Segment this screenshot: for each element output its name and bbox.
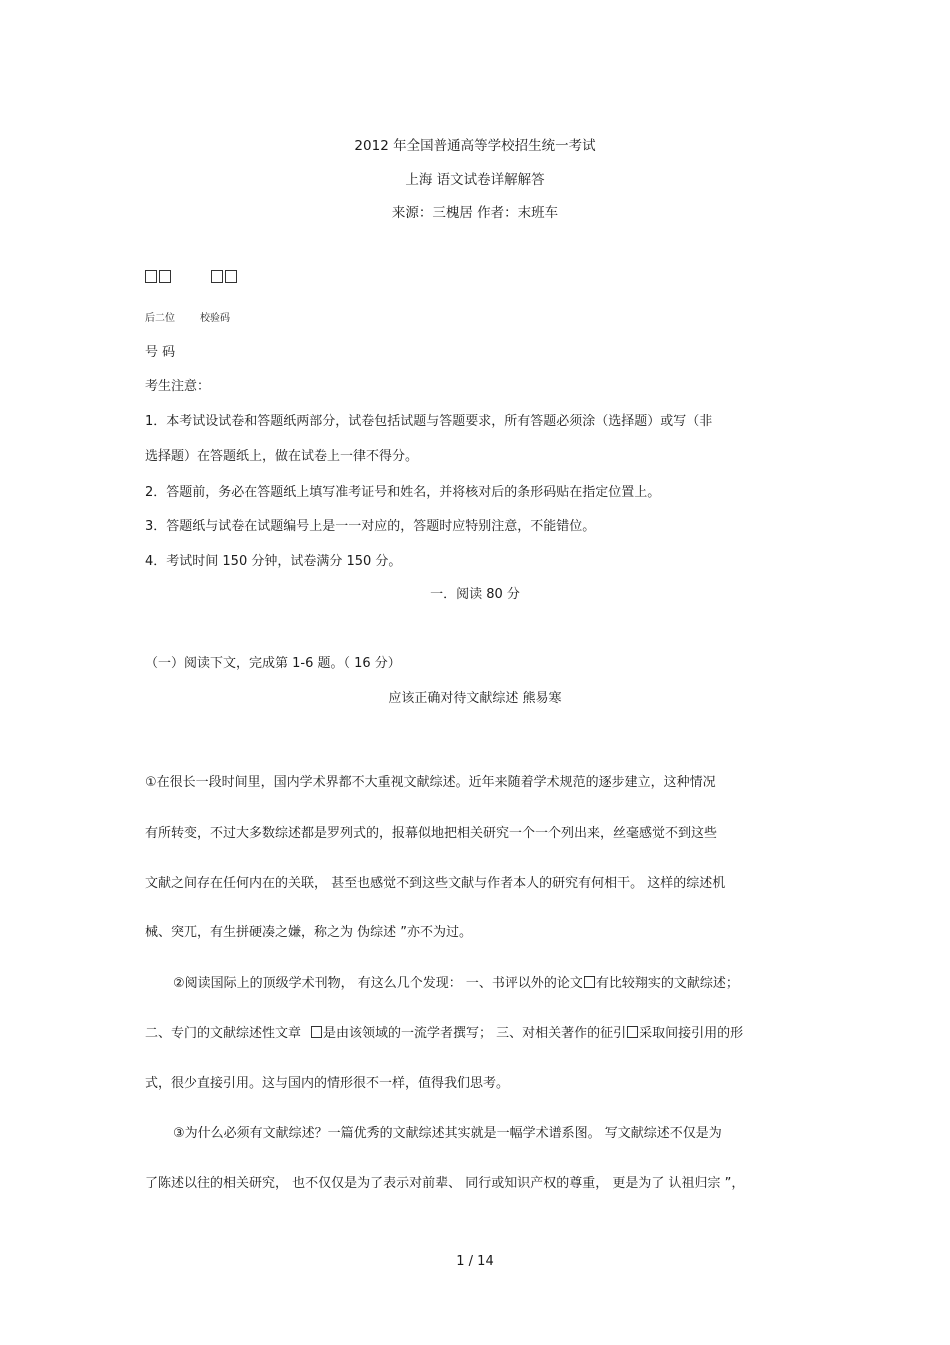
digit-box[interactable] bbox=[159, 270, 171, 283]
article-title: 应该正确对待文献综述 熊易寒 bbox=[388, 691, 562, 706]
notice-item-1-line-2: 选择题）在答题纸上，做在试卷上一律不得分。 bbox=[145, 449, 419, 464]
label-check-code: 校验码 bbox=[200, 313, 230, 324]
digit-box[interactable] bbox=[225, 270, 237, 283]
missing-glyph-box bbox=[584, 976, 595, 988]
notice-item-4: 4．考试时间 150 分钟，试卷满分 150 分。 bbox=[145, 554, 402, 569]
paragraph-1-line-3: 文献之间存在任何内在的关联， 甚至也感觉不到这些文献与作者本人的研究有何相干。 这样的综述机 bbox=[145, 876, 726, 891]
paragraph-1-line-2: 有所转变，不过大多数综述都是罗列式的，报幕似地把相关研究一个一个列出来，丝毫感觉不到这些 bbox=[145, 826, 718, 841]
paragraph-2-line-2-part-a: 二、专门的文献综述性文章 bbox=[145, 1026, 302, 1041]
reading-sub-heading: （一）阅读下文，完成第 1-6 题。（ 16 分） bbox=[145, 656, 401, 671]
paragraph-1-line-1: ①在很长一段时间里，国内学术界都不大重视文献综述。近年来随着学术规范的逐步建立，这种情况 bbox=[145, 775, 716, 790]
page-number: 1 / 14 bbox=[456, 1254, 494, 1269]
paragraph-3-line-2: 了陈述以往的相关研究， 也不仅仅是为了表示对前辈、 同行或知识产权的尊重， 更是为了 认祖归宗 ”， bbox=[145, 1176, 745, 1191]
last-two-digit-boxes[interactable] bbox=[145, 270, 173, 286]
exam-subtitle: 上海 语文试卷详解解答 bbox=[405, 172, 545, 188]
paragraph-2-line-2-part-b: 是由该领域的一流学者撰写； 三、对相关著作的征引 bbox=[323, 1026, 627, 1041]
notice-item-1-line-1: 1．本考试设试卷和答题纸两部分，试卷包括试题与答题要求，所有答题必须涂（选择题）或写（非 bbox=[145, 414, 713, 429]
notice-heading: 考生注意： bbox=[145, 379, 211, 394]
paragraph-3-line-1: ③为什么必须有文献综述？一篇优秀的文献综述其实就是一幅学术谱系图。 写文献综述不仅是为 bbox=[173, 1126, 722, 1141]
paragraph-1-line-4: 械、突兀，有生拼硬凑之嫌，称之为 伪综述 ”亦不为过。 bbox=[145, 925, 472, 940]
section-heading: 一．阅读 80 分 bbox=[430, 587, 520, 602]
check-code-boxes[interactable] bbox=[211, 270, 239, 286]
paragraph-2-line-1-part-a: ②阅读国际上的顶级学术刊物， 有这么几个发现： 一、书评以外的论文 bbox=[173, 976, 583, 991]
exam-title: 2012 年全国普通高等学校招生统一考试 bbox=[354, 138, 596, 154]
digit-box[interactable] bbox=[145, 270, 157, 283]
paragraph-2-line-2-part-c: 采取间接引用的形 bbox=[639, 1026, 744, 1041]
paragraph-2-line-3: 式，很少直接引用。这与国内的情形很不一样，值得我们思考。 bbox=[145, 1076, 510, 1091]
notice-item-2: 2．答题前，务必在答题纸上填写准考证号和姓名，并将核对后的条形码贴在指定位置上。 bbox=[145, 485, 661, 500]
source-line: 来源：三槐居 作者：末班车 bbox=[391, 205, 559, 221]
notice-item-3: 3．答题纸与试卷在试题编号上是一一对应的，答题时应特别注意，不能错位。 bbox=[145, 519, 596, 534]
paragraph-2-line-1-part-b: 有比较翔实的文献综述； bbox=[595, 976, 739, 991]
paragraph-2-line-2 bbox=[145, 1022, 743, 1041]
label-last-two: 后二位 bbox=[145, 313, 175, 324]
digit-box[interactable] bbox=[211, 270, 223, 283]
paragraph-2-line-1 bbox=[173, 972, 739, 991]
missing-glyph-box bbox=[627, 1026, 638, 1038]
label-number: 号 码 bbox=[145, 345, 176, 360]
missing-glyph-box bbox=[311, 1026, 322, 1038]
